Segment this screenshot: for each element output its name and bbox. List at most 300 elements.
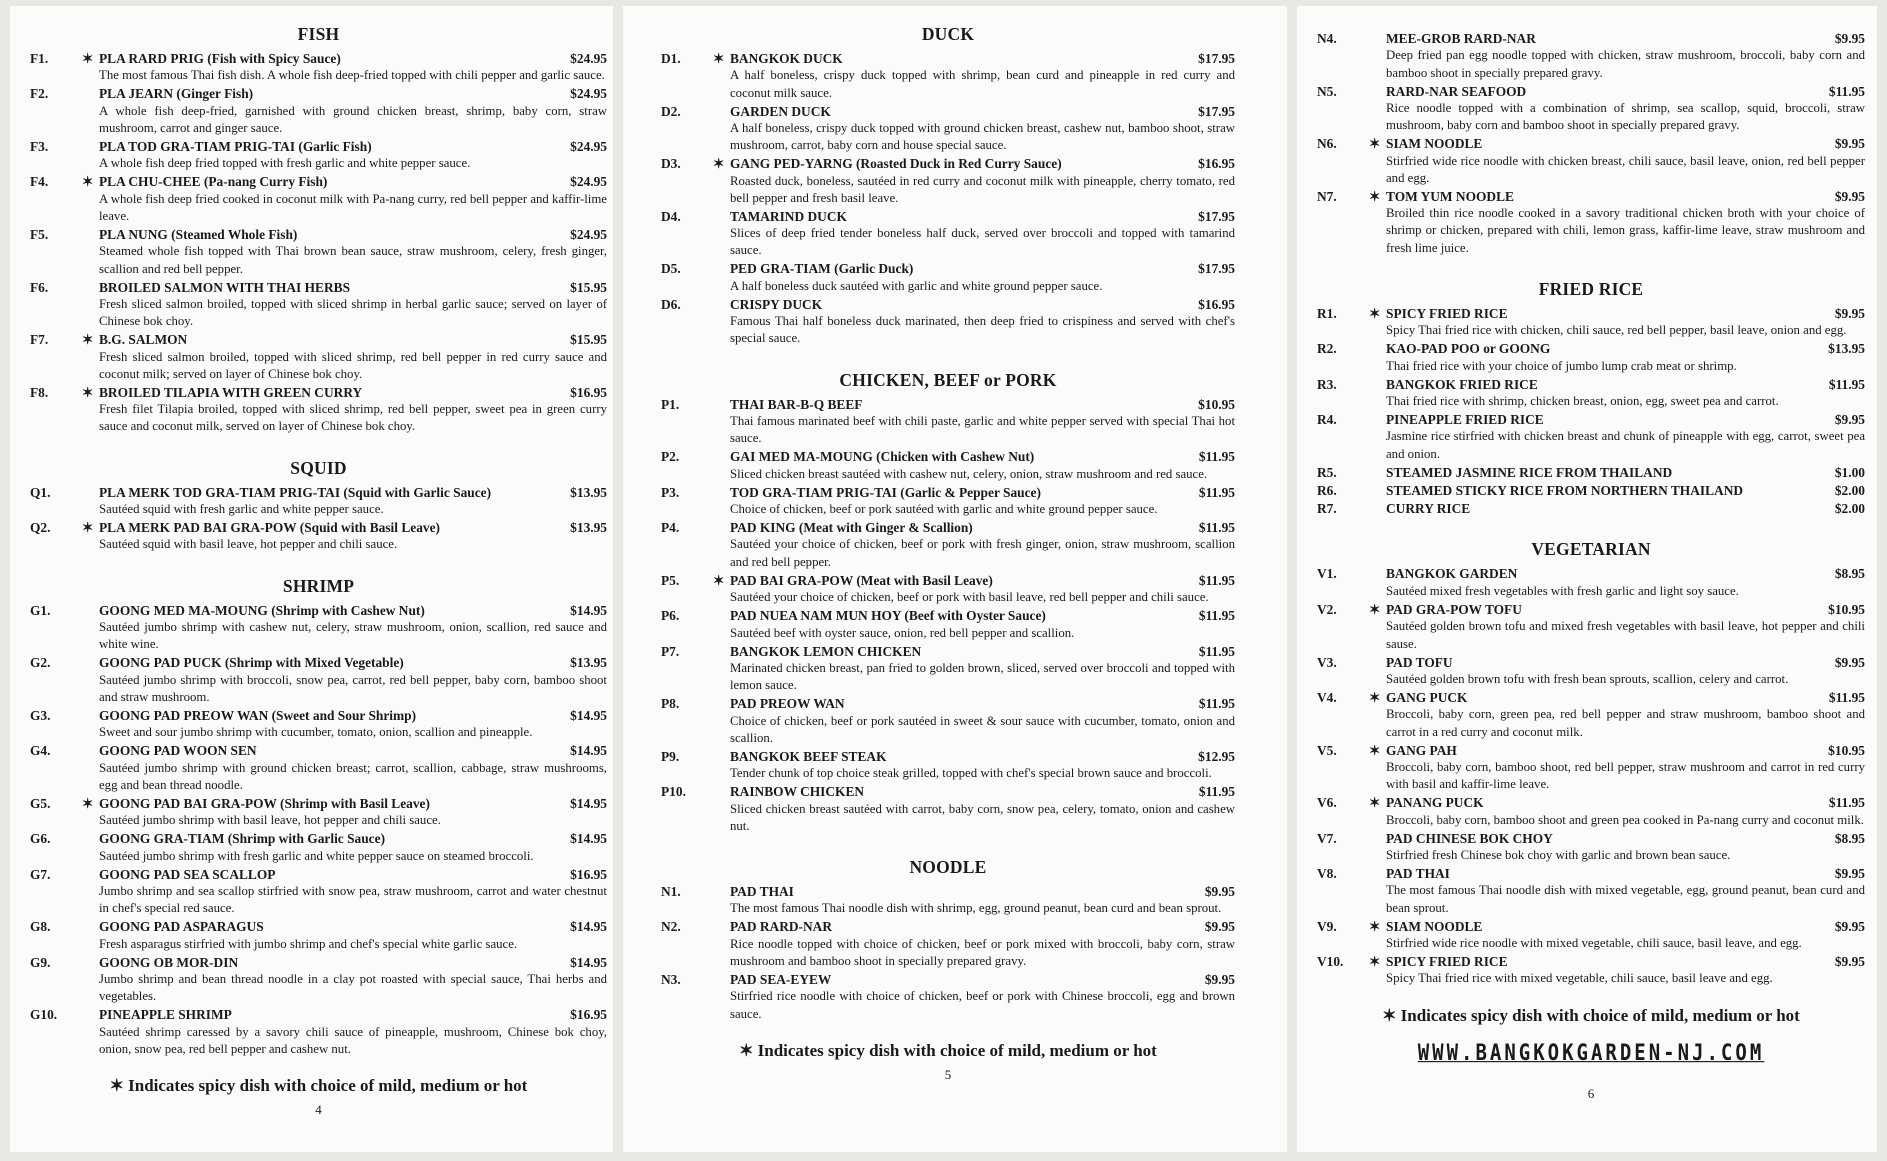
section-title: SQUID: [290, 457, 347, 478]
item-code: V5.: [1317, 742, 1337, 758]
menu-item: [30, 226, 607, 278]
item-description: Sautéed jumbo shrimp with basil leave, hot pepper and chili sauce.: [99, 813, 441, 828]
item-description: Rice noodle topped with a combination of shrimp, sea scallop, squid, broccoli, straw mushroom, baby corn and bamboo shoot in specially prepared gravy.: [1386, 101, 1865, 133]
spicy-marker-icon: [1369, 464, 1386, 481]
item-body: [99, 602, 607, 654]
item-price: $17.95: [1198, 103, 1235, 119]
item-code: G1.: [30, 602, 51, 618]
item-description: Sweet and sour jumbo shrimp with cucumber, tomato, onion, scallion and pineapple.: [99, 725, 533, 740]
item-name: PLA MERK TOD GRA-TIAM PRIG-TAI (Squid with Garlic Sauce): [99, 484, 492, 500]
item-header: [730, 607, 1235, 624]
item-description: Stirfried fresh Chinese bok choy with garlic and brown bean sauce.: [1386, 847, 1731, 862]
item-code: Q1.: [30, 484, 51, 500]
item-name: PED GRA-TIAM (Garlic Duck): [730, 261, 914, 277]
item-header: [730, 643, 1235, 660]
item-header: [730, 103, 1235, 120]
item-header: [1386, 30, 1865, 47]
spicy-marker-icon: ✶: [713, 572, 725, 588]
menu-item: [30, 1006, 607, 1058]
item-body: [99, 795, 607, 830]
item-price: $9.95: [1834, 654, 1865, 670]
item-description: Spicy Thai fried rice with chicken, chili sauce, red bell pepper, basil leave, onion and egg.: [1386, 323, 1847, 338]
item-price: $16.95: [1198, 296, 1235, 312]
menu-item: [1317, 135, 1865, 187]
item-description: Jasmine rice stirfried with chicken breast and chunk of pineapple with egg, carrot, sweet pea and onion.: [1386, 429, 1865, 461]
menu-item: [1317, 83, 1865, 135]
item-price: $11.95: [1198, 520, 1235, 536]
item-price: $10.95: [1828, 742, 1865, 758]
menu-item: [661, 448, 1235, 483]
item-description: Stirfried wide rice noodle with mixed vegetable, chili sauce, basil leave, and egg.: [1386, 935, 1802, 950]
item-description: Broccoli, baby corn, bamboo shoot, red bell pepper, straw mushroom and carrot in red curry with basil and kaffir-lime leave.: [1386, 759, 1865, 792]
item-description: Jumbo shrimp and sea scallop stirfried with snow pea, straw mushroom, carrot and water chestnut in chef's special red sauce.: [99, 884, 607, 916]
item-body: [730, 695, 1235, 747]
item-price: $13.95: [570, 520, 607, 536]
item-body: [99, 654, 607, 706]
item-code: D5.: [661, 261, 681, 277]
item-code: R7.: [1317, 501, 1337, 517]
item-name: PAD KING (Meat with Ginger & Scallion): [730, 520, 973, 536]
item-header: [1386, 794, 1865, 811]
spicy-marker-icon: [82, 226, 99, 278]
item-name: PLA NUNG (Steamed Whole Fish): [99, 227, 298, 243]
item-body: [1386, 135, 1865, 187]
item-name: SPICY FRIED RICE: [1386, 953, 1508, 969]
item-code: R2.: [1317, 341, 1337, 357]
item-name: SPICY FRIED RICE: [1386, 305, 1508, 321]
item-name: GOONG PAD PUCK (Shrimp with Mixed Vegetable): [99, 655, 404, 671]
item-description: Sautéed your choice of chicken, beef or pork with fresh ginger, onion, straw mushroom, scallion and red bell pepper.: [730, 537, 1235, 569]
spicy-marker-icon: ✶: [1369, 742, 1381, 758]
item-price: $10.95: [1828, 601, 1865, 617]
item-description: A whole fish deep-fried, garnished with ground chicken breast, shrimp, baby corn, straw mushroom, carrot and ginger sauce.: [99, 103, 607, 136]
spicy-marker-icon: ✶: [82, 384, 94, 400]
item-price: $11.95: [1198, 572, 1235, 588]
spicy-marker-icon: ✶: [1369, 305, 1381, 321]
item-body: [99, 138, 607, 173]
spicy-marker-icon: [82, 707, 99, 742]
item-price: $9.95: [1204, 919, 1235, 935]
item-name: GARDEN DUCK: [730, 103, 831, 119]
item-body: [99, 173, 607, 225]
item-header: [99, 742, 607, 759]
item-header: [1386, 830, 1865, 847]
item-description: Sliced chicken breast sautéed with carrot, baby corn, snow pea, celery, tomato, onion and cashew nut.: [730, 801, 1235, 833]
spicy-note: ✶ Indicates spicy dish with choice of mild, medium or hot: [1382, 1005, 1800, 1025]
item-code: G6.: [30, 831, 51, 847]
item-header: [1386, 654, 1865, 671]
item-name: PAD THAI: [1386, 865, 1450, 881]
item-body: [99, 279, 607, 331]
item-description: A half boneless, crispy duck topped with shrimp, bean curd and pineapple in red curry and coconut milk sauce.: [730, 68, 1235, 100]
item-header: [99, 331, 607, 348]
item-header: [1386, 865, 1865, 882]
spicy-marker-icon: [1369, 500, 1386, 517]
item-description: Steamed whole fish topped with Thai brown bean sauce, straw mushroom, celery, fresh ginger, scallion and red bell pepper.: [99, 244, 607, 276]
item-price: $1.00: [1834, 464, 1865, 480]
spicy-marker-icon: [1369, 654, 1386, 689]
item-description: Fresh filet Tilapia broiled, topped with sliced shrimp, red bell pepper, sweet pea in green curry sauce and coconut milk, served on layer of Chinese bok choy.: [99, 402, 607, 434]
spicy-marker-icon: ✶: [1369, 136, 1381, 152]
item-body: [1386, 188, 1865, 257]
item-name: SIAM NOODLE: [1386, 136, 1483, 152]
menu-item: [661, 296, 1235, 348]
menu-item: [1317, 340, 1865, 375]
item-name: BROILED TILAPIA WITH GREEN CURRY: [99, 384, 363, 400]
spicy-marker-icon: [1369, 376, 1386, 411]
item-code: G9.: [30, 954, 51, 970]
spicy-note: ✶ Indicates spicy dish with choice of mild, medium or hot: [739, 1040, 1157, 1060]
spicy-marker-icon: ✶: [1369, 795, 1381, 811]
menu-page-5: [623, 6, 1287, 1152]
item-header: [1386, 918, 1865, 935]
item-price: $17.95: [1198, 51, 1235, 66]
item-name: BANGKOK LEMON CHICKEN: [730, 643, 922, 659]
item-header: [730, 883, 1235, 900]
item-name: BANGKOK FRIED RICE: [1386, 376, 1538, 392]
item-header: [730, 155, 1235, 172]
item-name: GAI MED MA-MOUNG (Chicken with Cashew Nut): [730, 449, 1035, 465]
item-name: PAD RARD-NAR: [730, 919, 833, 935]
item-description: A whole fish deep fried topped with fresh garlic and white pepper sauce.: [99, 156, 471, 171]
item-header: [730, 572, 1235, 589]
item-name: BANGKOK DUCK: [730, 51, 843, 66]
menu-page-4: [10, 6, 613, 1152]
item-code: Q2.: [30, 520, 51, 536]
item-name: GOONG PAD WOON SEN: [99, 743, 257, 759]
item-name: TOM YUM NOODLE: [1386, 188, 1514, 204]
menu-item: [1317, 305, 1865, 340]
item-name: GANG PUCK: [1386, 689, 1468, 705]
item-price: $24.95: [570, 139, 607, 155]
item-code: G3.: [30, 707, 51, 723]
item-body: [730, 783, 1235, 835]
item-name: GOONG MED MA-MOUNG (Shrimp with Cashew Nut): [99, 602, 425, 618]
item-body: [1386, 340, 1865, 375]
item-header: [1386, 340, 1865, 357]
section-title: NOODLE: [909, 856, 987, 877]
item-description: Broiled thin rice noodle cooked in a savory traditional chicken broth with your choice of shrimp or chicken, prepared with chili, lemon grass, kaffir-lime leave, straw mushroom and fresh lime juice.: [1386, 206, 1865, 255]
item-header: [730, 918, 1235, 935]
item-name: PAD PREOW WAN: [730, 696, 845, 712]
item-code: R6.: [1317, 482, 1337, 498]
item-name: GOONG PAD PREOW WAN (Sweet and Sour Shrimp): [99, 707, 417, 723]
item-body: [99, 830, 607, 865]
item-price: $9.95: [1204, 883, 1235, 899]
item-code: N3.: [661, 971, 681, 987]
item-description: Fresh sliced salmon broiled, topped with sliced shrimp in herbal garlic sauce; served on layer of Chinese bok choy.: [99, 297, 607, 329]
item-header: [99, 384, 607, 401]
item-price: $11.95: [1198, 484, 1235, 500]
item-body: [1386, 742, 1865, 794]
spicy-marker-icon: [82, 918, 99, 953]
item-body: [99, 866, 607, 918]
item-price: $8.95: [1834, 566, 1865, 582]
menu-item: [661, 748, 1235, 783]
item-body: [99, 954, 607, 1006]
item-body: [99, 384, 607, 436]
item-body: [1386, 376, 1865, 411]
menu-item: [30, 602, 607, 654]
menu-item: [661, 783, 1235, 835]
item-body: [99, 50, 607, 85]
item-code: P8.: [661, 696, 680, 712]
item-body: [99, 519, 607, 554]
item-description: Sautéed jumbo shrimp with ground chicken breast; carrot, scallion, cabbage, straw mushrooms, egg and bean thread noodle.: [99, 760, 607, 792]
item-body: [99, 331, 607, 383]
item-header: [99, 707, 607, 724]
menu-item: [1317, 953, 1865, 988]
menu-item: [661, 695, 1235, 747]
spicy-marker-icon: ✶: [1369, 689, 1381, 705]
item-description: Tender chunk of top choice steak grilled, topped with chef's special brown sauce and broccoli.: [730, 766, 1212, 781]
item-header: [730, 50, 1235, 67]
item-code: V3.: [1317, 654, 1337, 670]
item-header: [99, 173, 607, 190]
section-title: SHRIMP: [282, 575, 355, 596]
spicy-marker-icon: [82, 654, 99, 706]
item-price: $11.95: [1198, 696, 1235, 712]
menu-item: [1317, 865, 1865, 917]
item-name: PAD TOFU: [1386, 654, 1453, 670]
item-price: $17.95: [1198, 261, 1235, 277]
section-title: FRIED RICE: [1538, 278, 1644, 299]
item-description: Stirfried rice noodle with choice of chicken, beef or pork with Chinese broccoli, egg and brown sauce.: [730, 989, 1235, 1021]
spicy-marker-icon: [82, 866, 99, 918]
menu-item: [30, 484, 607, 519]
menu-item: [661, 484, 1235, 519]
item-price: $16.95: [570, 1007, 607, 1023]
spicy-marker-icon: [713, 918, 730, 970]
page-number: 5: [944, 1066, 952, 1082]
item-price: $11.95: [1198, 643, 1235, 659]
item-price: $9.95: [1834, 136, 1865, 152]
spicy-marker-icon: [1369, 830, 1386, 865]
item-description: Sautéed jumbo shrimp with cashew nut, celery, straw mushroom, onion, scallion, red sauce and white wine.: [99, 620, 607, 652]
spicy-marker-icon: [82, 830, 99, 865]
item-price: $2.00: [1834, 482, 1865, 498]
item-name: RARD-NAR SEAFOOD: [1386, 83, 1527, 99]
item-description: Spicy Thai fried rice with mixed vegetable, chili sauce, basil leave and egg.: [1386, 971, 1773, 986]
item-price: $14.95: [570, 831, 607, 847]
item-header: [99, 795, 607, 812]
menu-item: [1317, 565, 1865, 600]
item-description: Sautéed mixed fresh vegetables with fresh garlic and light soy sauce.: [1386, 583, 1739, 598]
item-description: Choice of chicken, beef or pork sautéed with garlic and white ground pepper sauce.: [730, 502, 1158, 517]
item-description: Sautéed jumbo shrimp with fresh garlic and white pepper sauce on steamed broccoli.: [99, 848, 534, 863]
item-description: Roasted duck, boneless, sautéed in red curry and coconut milk with pineapple, cherry tomato, red bell pepper and fresh basil leave.: [730, 173, 1235, 205]
spicy-marker-icon: [82, 85, 99, 137]
item-code: G10.: [30, 1007, 58, 1023]
item-price: $14.95: [570, 602, 607, 618]
item-name: PLA MERK PAD BAI GRA-POW (Squid with Basil Leave): [99, 520, 440, 536]
item-body: [99, 484, 607, 519]
item-code: P2.: [661, 449, 680, 465]
item-name: PAD BAI GRA-POW (Meat with Basil Leave): [730, 572, 993, 588]
item-body: [1386, 654, 1865, 689]
menu-item: [1317, 500, 1865, 517]
menu-item: [661, 396, 1235, 448]
item-description: Sautéed golden brown tofu and mixed fresh vegetables with basil leave, hot pepper and chili sause.: [1386, 619, 1865, 651]
item-body: [730, 971, 1235, 1023]
item-name: GANG PAH: [1386, 742, 1457, 758]
item-name: PAD SEA-EYEW: [730, 971, 832, 987]
item-name: PAD CHINESE BOK CHOY: [1386, 830, 1553, 846]
item-price: $13.95: [570, 484, 607, 500]
item-header: [1386, 376, 1865, 393]
item-body: [730, 103, 1235, 155]
spicy-marker-icon: ✶: [1369, 601, 1381, 617]
item-header: [99, 138, 607, 155]
item-code: D2.: [661, 103, 681, 119]
menu-item: [30, 138, 607, 173]
item-description: Thai famous marinated beef with chili paste, garlic and white pepper served with special Thai hot sauce.: [730, 414, 1235, 446]
spicy-marker-icon: [1369, 565, 1386, 600]
item-price: $14.95: [570, 795, 607, 811]
item-header: [99, 918, 607, 935]
item-code: F1.: [30, 51, 49, 66]
section-title: CHICKEN, BEEF or PORK: [839, 369, 1057, 390]
spicy-marker-icon: [82, 138, 99, 173]
item-header: [1386, 305, 1865, 322]
item-description: A half boneless duck sautéed with garlic and white ground pepper sauce.: [730, 278, 1103, 293]
item-description: The most famous Thai fish dish. A whole fish deep-fried topped with chili pepper and garlic sauce.: [99, 68, 605, 83]
item-body: [1386, 83, 1865, 135]
item-description: The most famous Thai noodle dish with shrimp, egg, ground peanut, bean curd and bean sprout.: [730, 901, 1222, 916]
spicy-marker-icon: [1369, 30, 1386, 82]
item-name: GOONG PAD ASPARAGUS: [99, 919, 264, 935]
item-price: $24.95: [570, 51, 607, 66]
item-name: PAD THAI: [730, 883, 794, 899]
item-body: [1386, 918, 1865, 953]
item-header: [99, 954, 607, 971]
item-header: [1386, 83, 1865, 100]
spicy-marker-icon: [713, 396, 730, 448]
item-description: The most famous Thai noodle dish with mixed vegetable, egg, ground peanut, bean curd and bean sprout.: [1386, 883, 1865, 915]
item-name: CRISPY DUCK: [730, 296, 823, 312]
item-description: Famous Thai half boneless duck marinated, then deep fried to crispiness and served with chef's special sauce.: [730, 314, 1235, 346]
item-price: $16.95: [1198, 156, 1235, 172]
item-description: Sautéed squid with fresh garlic and white pepper sauce.: [99, 502, 384, 517]
item-code: P5.: [661, 572, 680, 588]
item-code: P1.: [661, 396, 680, 412]
item-price: $24.95: [570, 86, 607, 102]
item-name: GOONG PAD BAI GRA-POW (Shrimp with Basil Leave): [99, 795, 430, 811]
menu-item: [30, 384, 607, 436]
item-name: BANGKOK GARDEN: [1386, 566, 1518, 582]
item-name: BROILED SALMON WITH THAI HERBS: [99, 279, 351, 295]
item-header: [1386, 742, 1865, 759]
menu-item: [30, 707, 607, 742]
item-code: V10.: [1317, 953, 1344, 969]
item-code: V4.: [1317, 689, 1337, 705]
item-code: N7.: [1317, 188, 1337, 204]
item-body: [730, 260, 1235, 295]
menu-item: [661, 50, 1235, 102]
item-code: N4.: [1317, 31, 1337, 46]
item-code: F4.: [30, 174, 49, 190]
item-name: STEAMED STICKY RICE FROM NORTHERN THAILAND: [1386, 482, 1744, 498]
item-header: [1386, 953, 1865, 970]
item-header: [99, 602, 607, 619]
item-body: [99, 918, 607, 953]
item-price: $10.95: [1198, 396, 1235, 412]
item-description: Broccoli, baby corn, green pea, red bell pepper and straw mushroom, bamboo shoot and carrot in a red curry and coconut milk.: [1386, 707, 1865, 739]
item-description: Deep fried pan egg noodle topped with chicken, straw mushroom, broccoli, baby corn and bamboo shoot in specially prepared gravy.: [1386, 48, 1865, 80]
item-header: [1386, 411, 1865, 428]
item-header: [99, 279, 607, 296]
item-body: [730, 396, 1235, 448]
item-price: $24.95: [570, 174, 607, 190]
item-description: Fresh sliced salmon broiled, topped with sliced shrimp, red bell pepper in red curry sauce and coconut milk; served on layer of Chinese bok choy.: [99, 349, 607, 381]
spicy-note: ✶ Indicates spicy dish with choice of mild, medium or hot: [109, 1076, 528, 1096]
menu-item: [1317, 654, 1865, 689]
spicy-marker-icon: [1369, 340, 1386, 375]
item-header: [99, 85, 607, 102]
menu-item: [30, 742, 607, 794]
spicy-marker-icon: [713, 519, 730, 571]
section-title: VEGETARIAN: [1531, 539, 1651, 560]
menu-item: [661, 883, 1235, 918]
item-code: F6.: [30, 279, 49, 295]
item-code: G7.: [30, 866, 51, 882]
item-body: [730, 50, 1235, 102]
item-body: [730, 296, 1235, 348]
item-body: [99, 707, 607, 742]
item-description: Sautéed shrimp caressed by a savory chili sauce of pineapple, mushroom, Chinese bok choy, onion, snow pea, red bell pepper and cashew nut.: [99, 1024, 607, 1056]
item-price: $9.95: [1834, 953, 1865, 969]
item-code: R4.: [1317, 412, 1337, 428]
spicy-marker-icon: [1369, 411, 1386, 463]
item-body: [730, 155, 1235, 207]
item-price: $14.95: [570, 919, 607, 935]
item-name: TAMARIND DUCK: [730, 208, 847, 224]
page-number: 4: [315, 1102, 322, 1118]
item-body: [730, 484, 1235, 519]
menu-item: [1317, 30, 1865, 82]
item-code: P4.: [661, 520, 680, 536]
item-description: Sautéed your choice of chicken, beef or pork with basil leave, red bell pepper and chili sauce.: [730, 590, 1209, 605]
item-body: [1386, 565, 1865, 600]
item-body: [1386, 305, 1865, 340]
item-price: $11.95: [1828, 376, 1865, 392]
menu-item: [1317, 830, 1865, 865]
item-name: MEE-GROB RARD-NAR: [1386, 31, 1536, 46]
menu-item: [30, 50, 607, 85]
item-price: $13.95: [570, 655, 607, 671]
item-code: D1.: [661, 51, 681, 66]
item-header: [730, 260, 1235, 277]
item-price: $14.95: [570, 954, 607, 970]
menu-item: [30, 173, 607, 225]
spicy-marker-icon: [82, 1006, 99, 1058]
item-body: [730, 883, 1235, 918]
spicy-marker-icon: [713, 971, 730, 1023]
item-header: [99, 830, 607, 847]
spicy-marker-icon: ✶: [82, 332, 94, 348]
item-header: [1386, 565, 1865, 582]
menu-item: [30, 866, 607, 918]
menu-item: [30, 918, 607, 953]
item-price: $17.95: [1198, 208, 1235, 224]
menu-item: [1317, 376, 1865, 411]
item-price: $9.95: [1834, 412, 1865, 428]
spicy-marker-icon: ✶: [1369, 188, 1381, 204]
item-description: Jumbo shrimp and bean thread noodle in a clay pot roasted with special sauce, Thai herbs and vegetables.: [99, 972, 607, 1004]
item-description: Sautéed squid with basil leave, hot pepper and chili sauce.: [99, 537, 398, 552]
item-header: [1386, 500, 1865, 517]
item-price: $9.95: [1834, 918, 1865, 934]
